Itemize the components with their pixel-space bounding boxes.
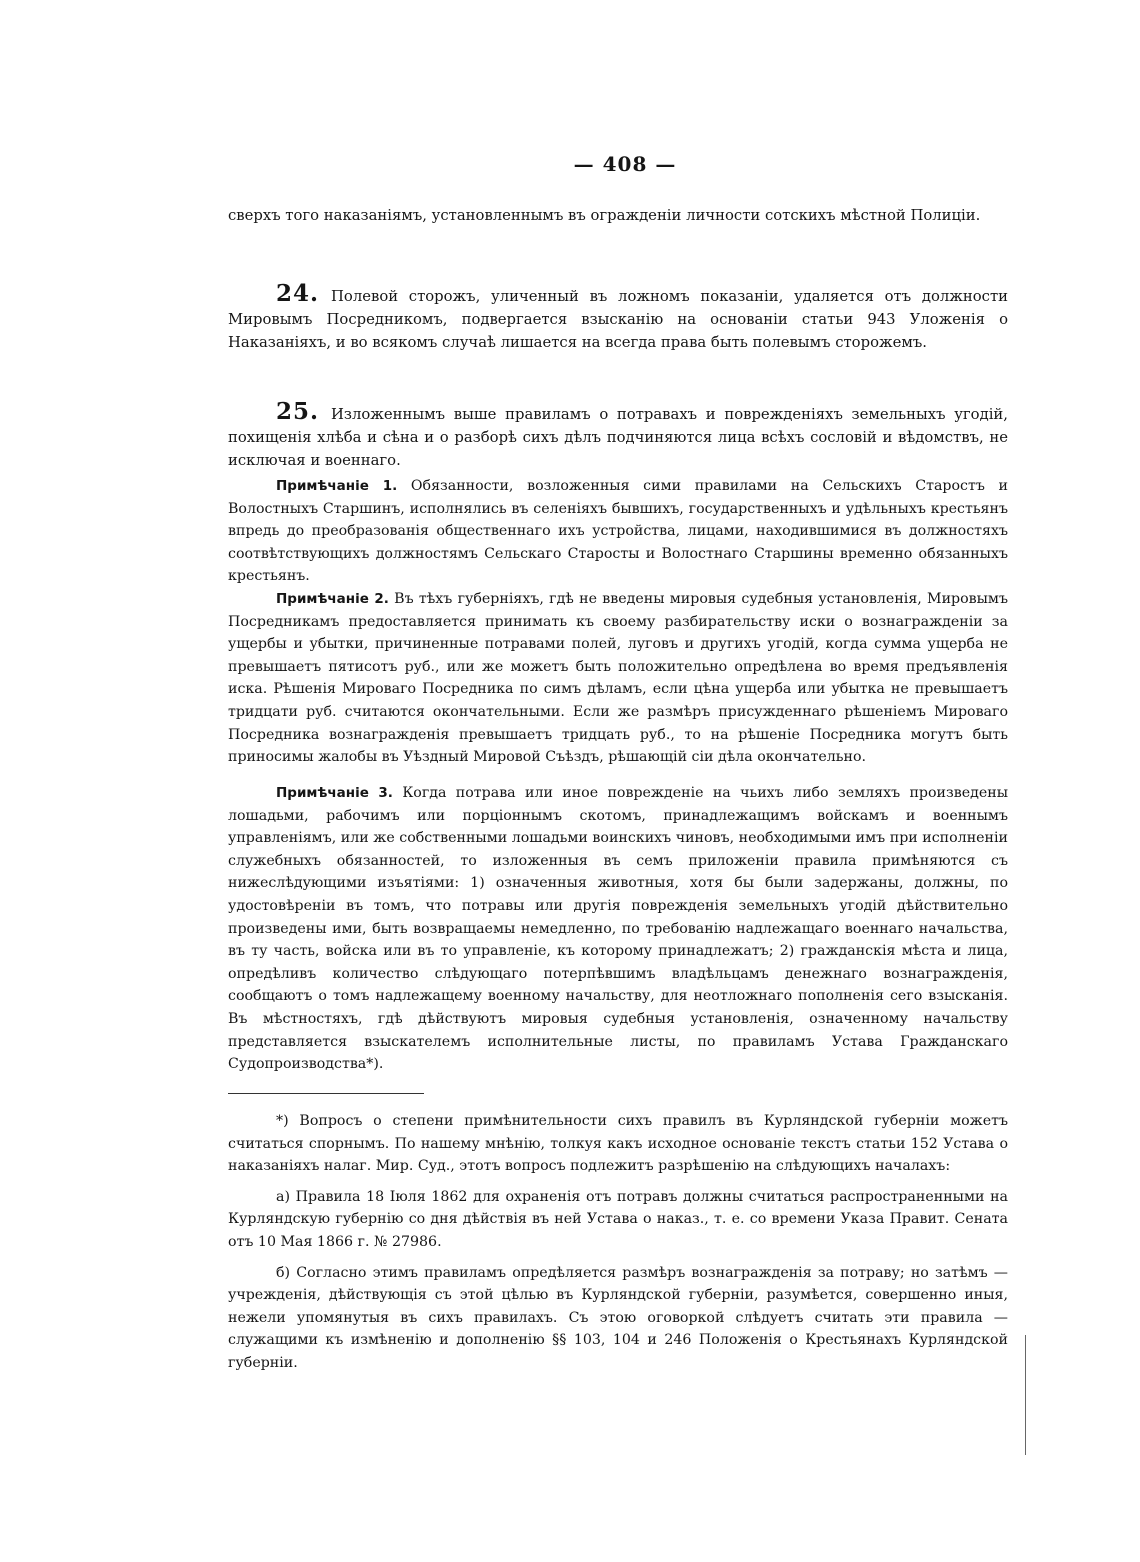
- note-paragraph: [228, 588, 1008, 769]
- footnote-intro: *) Вопросъ о степени примѣнительности сихъ правилъ въ Курляндской губерніи можетъ считаться спорнымъ. По нашему мнѣнію, толкуя какъ исходное основаніе текстъ статьи 152 Устава о наказаніяхъ налаг. Мир. Суд., этотъ вопросъ подлежитъ разрѣшенію на слѣдующихъ началахъ:: [228, 1113, 1008, 1175]
- article-number: 25.: [276, 398, 320, 425]
- continuation-text: [228, 204, 1008, 227]
- article-number: 24.: [276, 280, 320, 307]
- footnote-item-a: а) Правила 18 Іюля 1862 для охраненія отъ потравъ должны считаться распространенными на Курляндскую губернію со дня дѣйствія въ ней Устава о наказ., т. е. со времени Указа Правит. Сената отъ 10 Мая 1866 г. № 27986.: [228, 1188, 1008, 1250]
- article-25: [228, 400, 1008, 472]
- note-text: Въ тѣхъ губерніяхъ, гдѣ не введены мировыя судебныя установленія, Мировымъ Посредникамъ предоставляется принимать къ своему разбирательству иски о вознагражденіи за ущербы и убытки, причиненные потравами полей, луговъ и другихъ угодій, когда сумма ущерба не превышаетъ пятисотъ руб., или же можетъ быть положительно опредѣлена во время предъявленія иска. Рѣшенія Мироваго Посредника по симъ дѣламъ, если цѣна ущерба или убытка не превышаетъ тридцати руб. считаются окончательными. Если же размѣръ присужденнаго рѣшеніемъ Мироваго Посредника вознагражденія превышаетъ тридцать руб., то на рѣшеніе Посредника могутъ быть приносимы жалобы въ Уѣздный Мировой Съѣздъ, рѣшающій сіи дѣла окончательно.: [228, 591, 1008, 766]
- footnote-divider: [228, 1093, 424, 1094]
- article-text: Полевой сторожъ, уличенный въ ложномъ показаніи, удаляется отъ должности Мировымъ Посредникомъ, подвергается взысканію на основаніи статьи 943 Уложенія о Наказаніяхъ, и во всякомъ случаѣ лишается на всегда права быть полевымъ сторожемъ.: [228, 288, 1008, 351]
- note-label: Примѣчаніе 2.: [276, 591, 389, 607]
- continuation-paragraph: сверхъ того наказаніямъ, установленнымъ въ огражденіи личности сотскихъ мѣстной Полиціи.: [228, 207, 981, 224]
- note-3: [228, 782, 1008, 1076]
- article-24: [228, 282, 1008, 354]
- note-paragraph: [228, 782, 1008, 1076]
- article-text: Изложеннымъ выше правиламъ о потравахъ и поврежденіяхъ земельныхъ угодій, похищенія хлѣба и сѣна и о разборѣ сихъ дѣлъ подчиняются лица всѣхъ сословій и вѣдомствъ, не исключая и военнаго.: [228, 406, 1008, 469]
- footnote-item-b: б) Согласно этимъ правиламъ опредѣляется размѣръ вознагражденія за потраву; но затѣмъ — учрежденія, дѣйствующія съ этой цѣлью въ Курляндской губерніи, разумѣется, совершенно иныя, нежели упомянутыя въ сихъ правилахъ. Съ этою оговоркой слѣдуетъ считать эти правила — служащими къ измѣненію и дополненію §§ 103, 104 и 246 Положенія о Крестьянахъ Курляндской губерніи.: [228, 1264, 1008, 1371]
- article-paragraph: [228, 282, 1008, 354]
- footnote: [228, 1110, 1008, 1375]
- note-label: Примѣчаніе 1.: [276, 478, 398, 494]
- page-number: — 408 —: [573, 152, 677, 176]
- note-label: Примѣчаніе 3.: [276, 785, 393, 801]
- note-text: Когда потрава или иное поврежденіе на чьихъ либо земляхъ произведены лошадьми, рабочимъ или порціоннымъ скотомъ, принадлежащимъ войскамъ и военнымъ управленіямъ, или же собственными лошадьми воинскихъ чиновъ, необходимыми имъ при исполненіи служебныхъ обязанностей, то изложенныя въ семъ приложеніи правила примѣняются съ нижеслѣдующими изъятіями: 1) означенныя животныя, хотя бы были задержаны, должны, по удостовѣреніи въ томъ, что потравы или другія поврежденія земельныхъ угодій дѣйствительно произведены ими, быть возвращаемы немедленно, по требованію надлежащаго военнаго начальства, въ ту часть, войска или въ то управленіе, къ которому принадлежатъ; 2) гражданскія мѣста и лица, опредѣливъ количество слѣдующаго потерпѣвшимъ владѣльцамъ денежнаго вознагражденія, сообщаютъ о томъ надлежащему военному начальству, для неотложнаго пополненія сего взысканія. Въ мѣстностяхъ, гдѣ дѣйствуютъ мировыя судебныя установленія, означенному начальству представляется взыскателемъ исполнительные листы, по правиламъ Устава Гражданскаго Судопроизводства*).: [228, 785, 1008, 1073]
- note-2: [228, 588, 1008, 769]
- scan-margin-line: [1025, 1335, 1026, 1455]
- note-text: Обязанности, возложенныя сими правилами на Сельскихъ Старостъ и Волостныхъ Старшинъ, исполнялись въ селеніяхъ бывшихъ, государственныхъ и удѣльныхъ крестьянъ впредь до преобразованія общественнаго ихъ устройства, лицами, находившимися въ должностяхъ соотвѣтствующихъ должностямъ Сельскаго Старосты и Волостнаго Старшины временно обязанныхъ крестьянъ.: [228, 478, 1008, 585]
- note-1: [228, 475, 1008, 588]
- article-paragraph: [228, 400, 1008, 472]
- note-paragraph: [228, 475, 1008, 588]
